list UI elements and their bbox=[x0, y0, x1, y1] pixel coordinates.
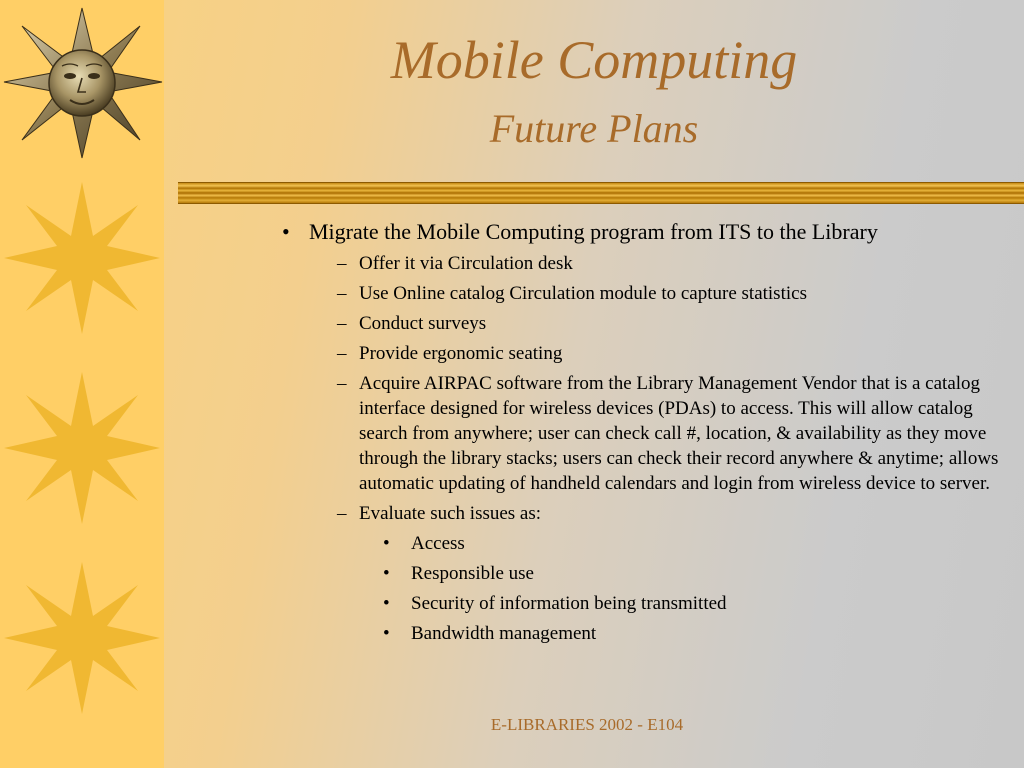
main-bullet bbox=[282, 218, 1017, 246]
sub-bullet bbox=[282, 251, 1017, 276]
bullet-marker: • bbox=[282, 219, 290, 244]
sub-bullet-text: Offer it via Circulation desk bbox=[359, 253, 573, 274]
sub-bullet bbox=[282, 281, 1017, 306]
title-divider bbox=[178, 182, 1024, 204]
dash-marker: – bbox=[337, 343, 347, 364]
sun-icon bbox=[4, 372, 160, 524]
sub-bullet bbox=[282, 311, 1017, 336]
sidebar-decoration bbox=[0, 0, 164, 768]
dash-marker: – bbox=[337, 283, 347, 304]
sub-bullet-text: Use Online catalog Circulation module to capture statistics bbox=[359, 283, 807, 304]
issue-text: Bandwidth management bbox=[411, 623, 597, 644]
slide-title: Mobile Computing bbox=[390, 30, 798, 90]
issue-bullet bbox=[282, 561, 1017, 586]
sun-icon bbox=[4, 182, 160, 334]
slide-content bbox=[282, 218, 1017, 646]
slide-subtitle: Future Plans bbox=[489, 106, 699, 151]
sub-bullet bbox=[282, 501, 1017, 526]
bullet-marker: • bbox=[383, 563, 390, 584]
dash-marker: – bbox=[337, 373, 347, 394]
sun-face-icon bbox=[4, 8, 162, 158]
sun-decorations bbox=[0, 0, 164, 768]
slide-footer: E-LIBRARIES 2002 - E104 bbox=[490, 715, 684, 734]
sub-bullet-text: Acquire AIRPAC software from the Library Management Vendor that is a catalog interface designed for wireless devices (PDAs) to access. This will allow catalog search from anywhere; user can check call #, location, & availability as they move through the library stacks; users can check their record anywhere & anytime; allows automatic updating of handheld calendars and login from wireless device to server. bbox=[359, 373, 999, 494]
sub-bullet bbox=[282, 371, 1017, 496]
dash-marker: – bbox=[337, 313, 347, 334]
issue-bullet bbox=[282, 621, 1017, 646]
sub-bullet-text: Conduct surveys bbox=[359, 313, 487, 334]
sub-bullet bbox=[282, 341, 1017, 366]
issue-bullet bbox=[282, 531, 1017, 556]
sub-bullet-text: Evaluate such issues as: bbox=[359, 503, 542, 524]
issue-bullet bbox=[282, 591, 1017, 616]
sun-icon bbox=[4, 562, 160, 714]
main-bullet-text: Migrate the Mobile Computing program from ITS to the Library bbox=[309, 219, 878, 244]
issue-text: Responsible use bbox=[411, 563, 534, 584]
dash-marker: – bbox=[337, 503, 347, 524]
bullet-marker: • bbox=[383, 533, 390, 554]
issue-text: Access bbox=[411, 533, 465, 554]
dash-marker: – bbox=[337, 253, 347, 274]
bullet-marker: • bbox=[383, 593, 390, 614]
issue-text: Security of information being transmitted bbox=[411, 593, 727, 614]
bullet-marker: • bbox=[383, 623, 390, 644]
sub-bullet-text: Provide ergonomic seating bbox=[359, 343, 563, 364]
